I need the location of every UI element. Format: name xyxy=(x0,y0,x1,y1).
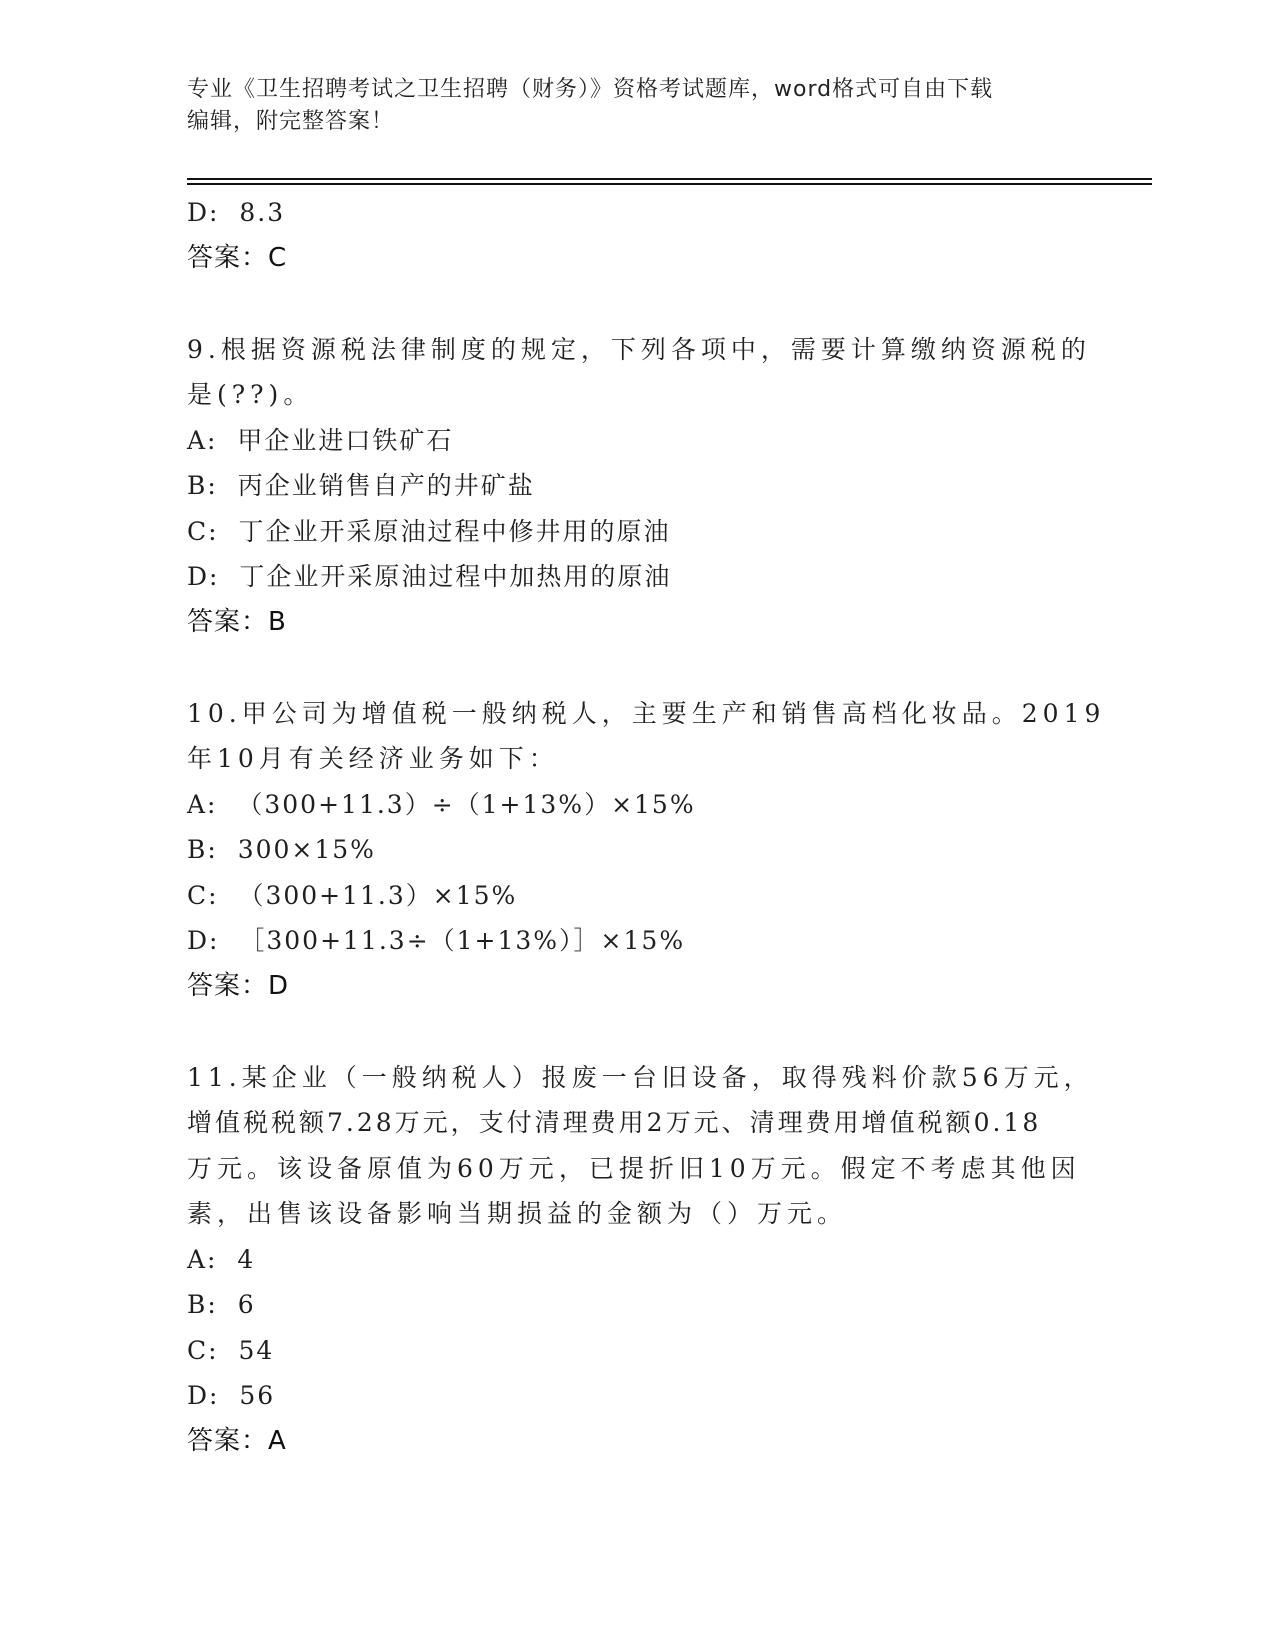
question-11-option-c: C: 54 xyxy=(187,1335,275,1365)
spacer xyxy=(187,281,1087,327)
question-11-stem-line: 万元。该设备原值为60万元，已提折旧10万元。假定不考虑其他因 xyxy=(187,1153,1081,1183)
prev-option-d: D: 8.3 xyxy=(187,198,286,227)
question-9-option-b: B: 丙企业销售自产的井矿盐 xyxy=(187,471,535,500)
spacer xyxy=(187,1009,1087,1055)
header-divider-bottom xyxy=(187,183,1152,185)
question-10-option-c: C: （300+11.3）×15% xyxy=(187,880,518,910)
header-line-2: 编辑，附完整答案！ xyxy=(187,109,395,134)
question-9-stem-line: 9.根据资源税法律制度的规定，下列各项中，需要计算缴纳资源税的 xyxy=(187,334,1091,364)
question-9 xyxy=(187,327,1091,646)
question-10-stem-line: 10.甲公司为增值税一般纳税人，主要生产和销售高档化妆品。2019 xyxy=(187,698,1106,728)
spacer xyxy=(187,645,1087,691)
question-11-answer: 答案：A xyxy=(187,1425,287,1456)
header-line-1: 专业《卫生招聘考试之卫生招聘（财务）》资格考试题库，word格式可自由下载 xyxy=(187,77,994,102)
question-11-option-b: B: 6 xyxy=(187,1290,256,1319)
question-9-option-a: A: 甲企业进口铁矿石 xyxy=(187,425,454,455)
question-11-stem-line: 素，出售该设备影响当期损益的金额为（）万元。 xyxy=(187,1199,848,1228)
question-11-option-d: D: 56 xyxy=(187,1381,276,1410)
question-10-option-a: A: （300+11.3）÷（1+13%）×15% xyxy=(187,789,696,819)
question-9-option-c: C: 丁企业开采原油过程中修井用的原油 xyxy=(187,516,671,546)
question-11-stem-line: 增值税税额7.28万元，支付清理费用2万元、清理费用增值税额0.18 xyxy=(187,1108,1042,1137)
question-10-answer: 答案：D xyxy=(187,970,290,1001)
question-11 xyxy=(187,1055,1094,1465)
question-9-stem-line: 是(??)。 xyxy=(187,380,314,409)
question-9-answer: 答案：B xyxy=(187,606,287,637)
question-9-option-d: D: 丁企业开采原油过程中加热用的原油 xyxy=(187,562,672,591)
question-10 xyxy=(187,691,1106,1010)
header-divider-top xyxy=(187,178,1152,180)
page-header xyxy=(187,74,1067,138)
question-10-option-d: D: ［300+11.3÷（1+13%）］×15% xyxy=(187,926,686,955)
prev-answer: 答案：C xyxy=(187,242,288,273)
question-body xyxy=(187,190,1106,1464)
question-11-option-a: A: 4 xyxy=(187,1244,256,1274)
question-11-stem-line: 11.某企业（一般纳税人）报废一台旧设备，取得残料价款56万元， xyxy=(187,1062,1094,1092)
question-10-option-b: B: 300×15% xyxy=(187,835,376,864)
question-10-stem-line: 年10月有关经济业务如下： xyxy=(187,744,559,773)
